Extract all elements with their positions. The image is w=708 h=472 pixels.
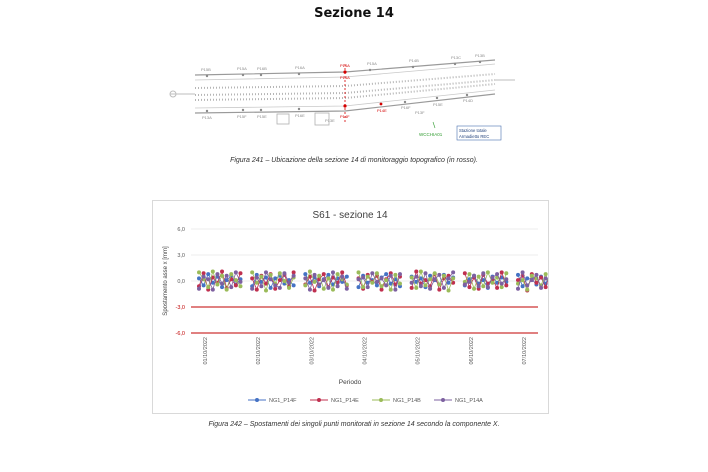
data-point-NG1_P14A [313, 273, 317, 277]
data-point-NG1_P14A [437, 273, 441, 277]
x-tick-label: 03/10/2022 [309, 337, 316, 365]
svg-text:P14E: P14E [377, 108, 387, 113]
data-point-NG1_P14E [410, 286, 414, 290]
data-point-NG1_P14A [273, 283, 277, 287]
svg-text:P15A: P15A [237, 66, 247, 71]
data-point-NG1_P14A [442, 286, 446, 290]
x-tick-label: 01/10/2022 [203, 337, 209, 365]
data-point-NG1_P14B [264, 289, 268, 293]
data-point-NG1_P14A [340, 275, 344, 279]
data-point-NG1_P14A [269, 277, 273, 281]
data-point-NG1_P14B [366, 275, 370, 279]
data-point-NG1_P14B [544, 272, 548, 276]
svg-text:P15E: P15E [257, 114, 267, 119]
data-point-NG1_P14A [490, 276, 494, 280]
data-point-NG1_P14B [361, 285, 365, 289]
data-point-NG1_P14E [322, 272, 326, 276]
legend-entry: NG1_P14F [269, 398, 297, 404]
data-point-NG1_P14A [521, 270, 525, 274]
data-point-NG1_P14E [539, 276, 543, 280]
data-point-NG1_P14E [516, 278, 520, 282]
data-point-NG1_P14F [292, 283, 296, 287]
data-point-NG1_P14A [229, 285, 233, 289]
data-point-NG1_P14A [375, 280, 379, 284]
data-point-NG1_P14E [467, 285, 471, 289]
data-point-NG1_P14A [516, 287, 520, 291]
data-point-NG1_P14B [322, 287, 326, 291]
data-point-NG1_P14A [414, 275, 418, 279]
data-point-NG1_P14E [504, 283, 508, 287]
data-point-NG1_P14B [486, 270, 490, 274]
data-point-NG1_P14B [357, 270, 361, 274]
data-point-NG1_P14B [269, 273, 273, 277]
x-tick-label: 02/10/2022 [256, 337, 263, 365]
data-point-NG1_P14A [433, 277, 437, 281]
data-point-NG1_P14A [384, 283, 388, 287]
chart-title: S61 - sezione 14 [312, 210, 388, 221]
svg-text:P14A: P14A [340, 75, 350, 80]
data-point-NG1_P14A [530, 278, 534, 282]
data-point-NG1_P14B [472, 287, 476, 291]
data-point-NG1_P14B [451, 276, 455, 280]
data-point-NG1_P14A [393, 288, 397, 292]
data-point-NG1_P14B [215, 282, 219, 286]
data-point-NG1_P14A [292, 274, 296, 278]
data-point-NG1_P14A [282, 271, 286, 275]
data-point-NG1_P14E [255, 288, 259, 292]
data-point-NG1_P14A [225, 274, 229, 278]
y-tick-label: 6,0 [177, 227, 185, 233]
data-point-NG1_P14E [414, 269, 418, 273]
data-point-NG1_P14B [282, 279, 286, 283]
data-point-NG1_P14A [366, 285, 370, 289]
data-point-NG1_P14A [336, 284, 340, 288]
data-point-NG1_P14B [423, 283, 427, 287]
svg-text:P13A: P13A [202, 115, 212, 120]
data-point-NG1_P14B [437, 282, 441, 286]
data-point-NG1_P14B [419, 269, 423, 273]
data-point-NG1_P14F [375, 283, 379, 287]
legend-entry: NG1_P14E [331, 398, 359, 404]
data-point-NG1_P14F [197, 276, 201, 280]
data-point-NG1_P14F [303, 272, 307, 276]
data-point-NG1_P14A [264, 270, 268, 274]
marker-label: WCCHIA01 [419, 132, 443, 137]
data-point-NG1_P14B [375, 271, 379, 275]
data-point-NG1_P14A [370, 271, 374, 275]
data-point-NG1_P14A [477, 284, 481, 288]
y-tick-label: -6,0 [175, 331, 185, 337]
data-point-NG1_P14B [410, 276, 414, 280]
data-point-NG1_P14A [463, 282, 467, 286]
svg-text:P13F: P13F [415, 110, 425, 115]
data-point-NG1_P14E [278, 278, 282, 282]
data-point-NG1_P14A [380, 276, 384, 280]
data-point-NG1_P14A [423, 271, 427, 275]
data-point-NG1_P14E [544, 285, 548, 289]
svg-text:P14B: P14B [409, 58, 419, 63]
figure-241-caption: Figura 241 – Ubicazione della sezione 14 di monitoraggio topografico (in rosso). [230, 157, 478, 164]
y-tick-label: -3,0 [175, 305, 185, 311]
data-point-NG1_P14B [447, 289, 451, 293]
x-tick-label: 07/10/2022 [522, 337, 528, 365]
data-point-NG1_P14A [308, 288, 312, 292]
svg-text:P15A: P15A [367, 61, 377, 66]
svg-text:P14A: P14A [340, 63, 350, 68]
data-point-NG1_P14A [197, 287, 201, 291]
x-tick-label: 05/10/2022 [415, 337, 422, 365]
data-point-NG1_P14F [357, 285, 361, 289]
legend-marker [441, 398, 445, 402]
svg-text:P13C: P13C [451, 55, 462, 60]
displacement-chart [153, 201, 548, 413]
legend-marker [379, 398, 383, 402]
data-point-NG1_P14E [273, 287, 277, 291]
data-point-NG1_P14B [225, 288, 229, 292]
data-point-NG1_P14E [534, 281, 538, 285]
data-point-NG1_P14B [238, 284, 242, 288]
data-point-NG1_P14A [410, 281, 414, 285]
data-point-NG1_P14B [525, 288, 529, 292]
data-point-NG1_P14A [357, 277, 361, 281]
data-point-NG1_P14B [197, 270, 201, 274]
data-point-NG1_P14A [451, 270, 455, 274]
svg-text:P16E: P16E [295, 113, 305, 118]
data-point-NG1_P14A [206, 277, 210, 281]
data-point-NG1_P14A [389, 274, 393, 278]
data-point-NG1_P14A [419, 284, 423, 288]
data-point-NG1_P14B [530, 274, 534, 278]
data-point-NG1_P14F [525, 276, 529, 280]
data-point-NG1_P14B [229, 272, 233, 276]
data-point-NG1_P14A [361, 276, 365, 280]
data-point-NG1_P14F [326, 273, 330, 277]
data-point-NG1_P14A [234, 270, 238, 274]
data-point-NG1_P14A [326, 286, 330, 290]
data-point-NG1_P14F [220, 285, 224, 289]
data-point-NG1_P14F [345, 275, 349, 279]
y-tick-label: 3,0 [177, 253, 185, 259]
svg-text:P13B: P13B [475, 53, 485, 58]
data-point-NG1_P14B [442, 274, 446, 278]
data-point-NG1_P14E [313, 289, 317, 293]
data-point-NG1_P14A [317, 282, 321, 286]
data-point-NG1_P14A [303, 276, 307, 280]
svg-text:P14D: P14D [463, 98, 474, 103]
data-point-NG1_P14E [495, 286, 499, 290]
svg-text:P15E: P15E [433, 102, 443, 107]
data-point-NG1_P14B [414, 286, 418, 290]
data-point-NG1_P14B [278, 271, 282, 275]
data-point-NG1_P14A [495, 272, 499, 276]
x-axis-label: Periodo [338, 379, 362, 386]
data-point-NG1_P14A [331, 270, 335, 274]
data-point-NG1_P14B [380, 284, 384, 288]
data-point-NG1_P14B [433, 271, 437, 275]
data-point-NG1_P14A [534, 273, 538, 277]
data-point-NG1_P14F [516, 273, 520, 277]
data-point-NG1_P14A [322, 278, 326, 282]
data-point-NG1_P14B [303, 283, 307, 287]
data-point-NG1_P14B [211, 269, 215, 273]
data-point-NG1_P14A [202, 275, 206, 279]
data-point-NG1_P14F [206, 272, 210, 276]
data-point-NG1_P14A [447, 276, 451, 280]
data-point-NG1_P14B [326, 276, 330, 280]
data-point-NG1_P14B [259, 275, 263, 279]
data-point-NG1_P14B [370, 281, 374, 285]
data-point-NG1_P14B [234, 278, 238, 282]
data-point-NG1_P14A [486, 285, 490, 289]
series-line-NG1_P14A [465, 273, 506, 287]
data-point-NG1_P14B [428, 277, 432, 281]
data-point-NG1_P14E [220, 269, 224, 273]
data-point-NG1_P14E [202, 271, 206, 275]
data-point-NG1_P14A [481, 271, 485, 275]
data-point-NG1_P14F [384, 272, 388, 276]
location-map [165, 50, 525, 150]
data-point-NG1_P14B [220, 274, 224, 278]
data-point-NG1_P14A [544, 276, 548, 280]
data-point-NG1_P14E [437, 288, 441, 292]
section-title: Sezione 14 [314, 6, 394, 21]
data-point-NG1_P14B [477, 275, 481, 279]
x-tick-label: 06/10/2022 [468, 337, 475, 365]
data-point-NG1_P14A [220, 282, 224, 286]
data-point-NG1_P14B [331, 288, 335, 292]
data-point-NG1_P14B [481, 284, 485, 288]
data-point-NG1_P14A [525, 283, 529, 287]
data-point-NG1_P14A [539, 286, 543, 290]
svg-text:P16F: P16F [401, 105, 411, 110]
data-point-NG1_P14A [345, 287, 349, 291]
data-point-NG1_P14A [428, 287, 432, 291]
legend-entry: NG1_P14A [455, 398, 483, 404]
data-point-NG1_P14A [467, 280, 471, 284]
data-point-NG1_P14B [206, 285, 210, 289]
data-point-NG1_P14A [238, 280, 242, 284]
data-point-NG1_P14A [255, 276, 259, 280]
legend-marker [317, 398, 321, 402]
data-point-NG1_P14A [259, 284, 263, 288]
data-point-NG1_P14A [472, 274, 476, 278]
data-point-NG1_P14E [500, 270, 504, 274]
data-point-NG1_P14B [500, 285, 504, 289]
data-point-NG1_P14A [215, 272, 219, 276]
data-point-NG1_P14E [238, 271, 242, 275]
x-tick-label: 04/10/2022 [362, 337, 369, 365]
data-point-NG1_P14B [317, 274, 321, 278]
data-point-NG1_P14B [389, 288, 393, 292]
data-point-NG1_P14A [500, 282, 504, 286]
data-point-NG1_P14B [398, 282, 402, 286]
data-point-NG1_P14A [398, 272, 402, 276]
data-point-NG1_P14B [467, 272, 471, 276]
data-point-NG1_P14A [504, 277, 508, 281]
data-point-NG1_P14B [393, 273, 397, 277]
svg-text:P16B: P16B [257, 66, 267, 71]
data-point-NG1_P14A [250, 287, 254, 291]
y-tick-label: 0,0 [177, 279, 185, 285]
data-point-NG1_P14E [234, 283, 238, 287]
chart-container [152, 200, 549, 414]
figure-242-caption: Figura 242 – Spostamenti dei singoli punti monitorati in sezione 14 secondo la componente X. [208, 421, 500, 428]
legend-entry: NG1_P14B [393, 398, 421, 404]
svg-text:P16A: P16A [295, 65, 305, 70]
data-point-NG1_P14A [278, 286, 282, 290]
svg-text:P14F: P14F [340, 114, 350, 119]
data-point-NG1_P14B [250, 270, 254, 274]
data-point-NG1_P14A [287, 281, 291, 285]
data-point-NG1_P14B [336, 272, 340, 276]
data-point-NG1_P14B [308, 269, 312, 273]
station-sub-label: Armadietto REC [459, 134, 490, 139]
data-point-NG1_P14A [211, 288, 215, 292]
data-point-NG1_P14E [463, 271, 467, 275]
data-point-NG1_P14F [202, 283, 206, 287]
station-label: Stazione totale [459, 128, 487, 133]
y-axis-label: Spostamento asse x [mm] [163, 246, 169, 316]
data-point-NG1_P14E [340, 270, 344, 274]
data-point-NG1_P14B [287, 286, 291, 290]
data-point-NG1_P14E [292, 270, 296, 274]
svg-text:P13E: P13E [325, 118, 335, 123]
legend-marker [255, 398, 259, 402]
data-point-NG1_P14E [380, 288, 384, 292]
svg-text:P15B: P15B [201, 67, 211, 72]
svg-text:P15F: P15F [237, 114, 247, 119]
data-point-NG1_P14F [269, 286, 273, 290]
data-point-NG1_P14F [521, 284, 525, 288]
data-point-NG1_P14E [250, 276, 254, 280]
data-point-NG1_P14B [504, 271, 508, 275]
